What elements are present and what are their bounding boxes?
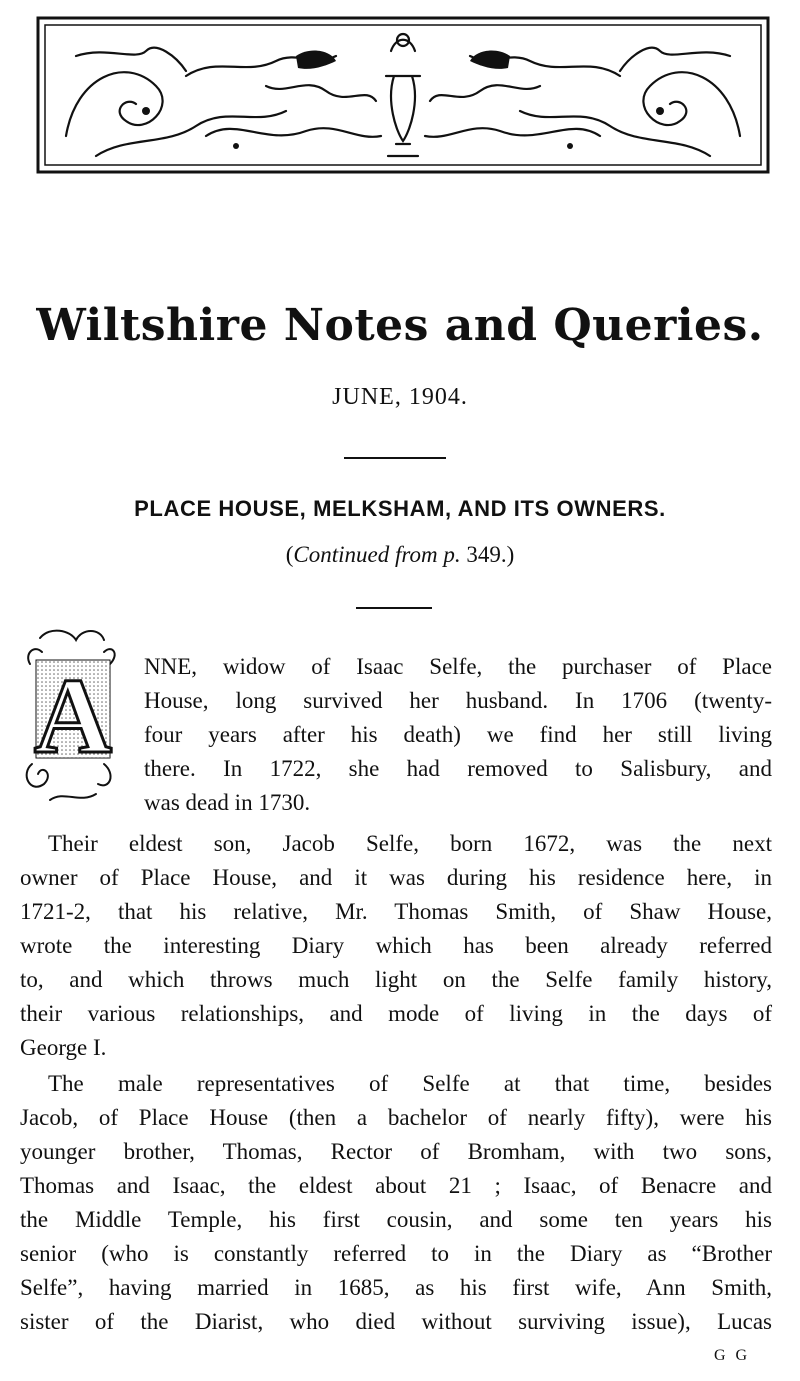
article-title: PLACE HOUSE, MELKSHAM, AND ITS OWNERS. (134, 496, 666, 521)
signature-mark: G G (714, 1347, 751, 1364)
dropcap-ornament (20, 624, 128, 810)
text-line: wrote the interesting Diary which has been already referred (20, 933, 772, 958)
journal-title: Wiltshire Notes and Queries. (36, 300, 764, 351)
text-line: there. In 1722, she had removed to Salisbury, and (144, 756, 772, 781)
text-line: the Middle Temple, his first cousin, and some ten years his (20, 1207, 772, 1232)
text-line: 1721-2, that his relative, Mr. Thomas Smith, of Shaw House, (20, 899, 772, 924)
text-line: to, and which throws much light on the Selfe family history, (20, 967, 772, 992)
continued-italic: Continued from p. (293, 542, 461, 567)
divider-rule (344, 457, 446, 459)
text-line: Their eldest son, Jacob Selfe, born 1672, was the next (48, 831, 772, 856)
dropcap-letter: A (34, 657, 112, 776)
text-line: four years after his death) we find her still living (144, 722, 772, 747)
text-line: owner of Place House, and it was during his residence here, in (20, 865, 772, 890)
ornamental-banner (36, 16, 770, 174)
text-line: their various relationships, and mode of living in the days of (20, 1001, 772, 1026)
text-line: The male representatives of Selfe at that time, besides (48, 1071, 772, 1096)
continued-note (0, 542, 800, 568)
text-line: senior (who is constantly referred to in the Diary as “Brother (20, 1241, 772, 1266)
text-line: George I. (20, 1035, 107, 1060)
text-line: sister of the Diarist, who died without surviving issue), Lucas (20, 1309, 772, 1334)
text-line: younger brother, Thomas, Rector of Bromham, with two sons, (20, 1139, 772, 1164)
text-line: Thomas and Isaac, the eldest about 21 ; Isaac, of Benacre and (20, 1173, 772, 1198)
text-line: NNE, widow of Isaac Selfe, the purchaser of Place (144, 654, 772, 679)
text-line: House, long survived her husband. In 1706 (twenty- (144, 688, 772, 713)
continued-prefix: ( (285, 542, 294, 567)
text-line: Jacob, of Place House (then a bachelor of nearly fifty), were his (20, 1105, 772, 1130)
divider-rule-short (356, 607, 432, 609)
text-line: was dead in 1730. (144, 790, 311, 815)
text-line: Selfe”, having married in 1685, as his first wife, Ann Smith, (20, 1275, 772, 1300)
paragraph-3 (20, 1067, 772, 1339)
paragraph-1 (144, 650, 772, 820)
continued-suffix: 349.) (460, 542, 515, 567)
issue-date: JUNE, 1904. (332, 384, 468, 410)
paragraph-2 (20, 827, 772, 1065)
